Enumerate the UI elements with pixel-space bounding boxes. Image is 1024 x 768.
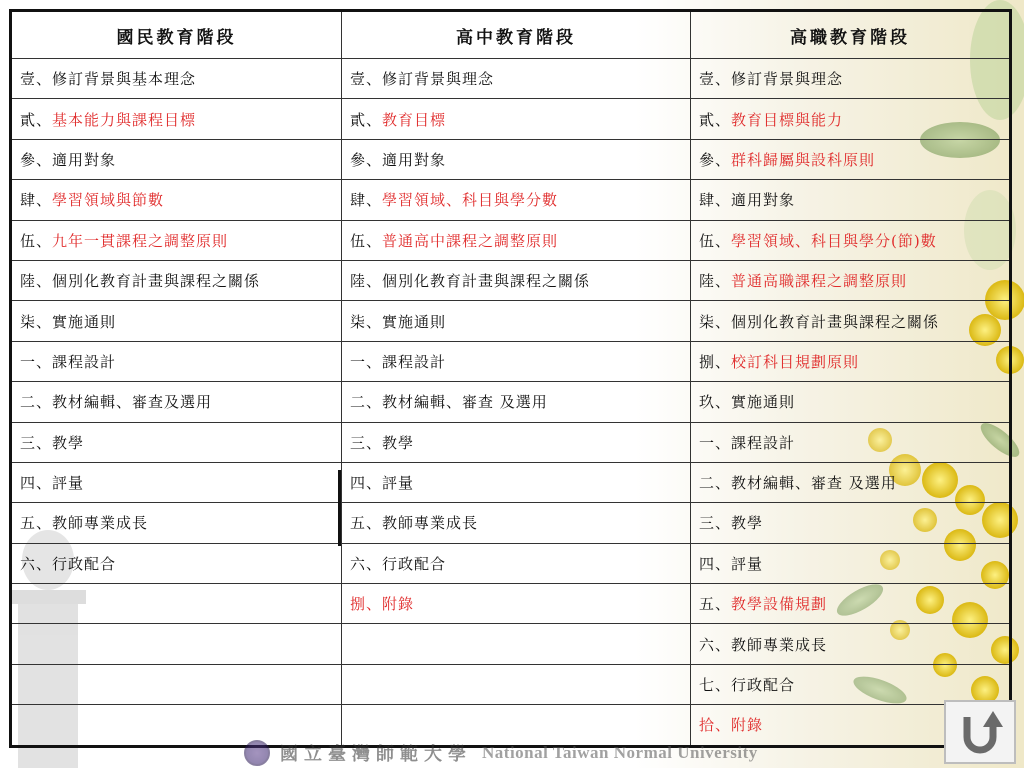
table-cell-vocational-high: [691, 584, 1011, 624]
university-seal-icon: [244, 740, 270, 766]
cell-prefix: 貳、: [350, 110, 383, 129]
table-row: [11, 180, 1011, 220]
cell-text: 基本能力與課程目標: [52, 110, 197, 129]
table-row: [11, 139, 1011, 179]
cell-text: 教育目標與能力: [731, 110, 844, 129]
table-cell-senior-high: [342, 301, 691, 341]
table-cell-vocational-high: [691, 99, 1011, 139]
cell-text: 學習領域、科目與學分數: [382, 191, 559, 210]
table-cell-vocational-high: [691, 422, 1011, 462]
table-cell-elementary: [11, 220, 342, 260]
cell-text: 普通高職課程之調整原則: [731, 272, 908, 291]
cell-prefix: 捌、: [699, 352, 732, 371]
cell-prefix: 伍、: [20, 231, 53, 250]
table-cell-vocational-high: [691, 382, 1011, 422]
table-cell-vocational-high: [691, 543, 1011, 583]
table-cell-elementary: [11, 301, 342, 341]
column-header-elementary: 國民教育階段: [11, 11, 342, 59]
cell-text: 群科歸屬與設科原則: [731, 150, 876, 169]
cell-text: 九年一貫課程之調整原則: [52, 231, 229, 250]
table-cell-senior-high: [342, 180, 691, 220]
return-arrow-icon: [955, 707, 1005, 757]
table-cell-elementary: [11, 462, 342, 502]
cell-text: 參、適用對象: [20, 150, 117, 169]
table-row: [11, 99, 1011, 139]
cell-prefix: 肆、: [20, 191, 53, 210]
cell-prefix: 貳、: [699, 110, 732, 129]
table-cell-senior-high: [342, 260, 691, 300]
cell-text: 柒、個別化教育計畫與課程之關係: [699, 312, 940, 331]
table-cell-senior-high: [342, 139, 691, 179]
cell-text: 參、適用對象: [350, 150, 447, 169]
table-cell-vocational-high: [691, 462, 1011, 502]
cell-text: 四、評量: [699, 554, 764, 573]
cell-text: 一、課程設計: [20, 352, 117, 371]
table-cell-vocational-high: [691, 220, 1011, 260]
cell-text: 一、課程設計: [350, 352, 447, 371]
footer-university-name-en: National Taiwan Normal University: [482, 743, 758, 762]
cell-text: 四、評量: [350, 474, 415, 493]
table-row: [11, 422, 1011, 462]
column-header-vocational-high: 高職教育階段: [691, 11, 1011, 59]
cell-text: 教育目標: [382, 110, 447, 129]
cell-text: 二、教材編輯、審查及選用: [20, 393, 213, 412]
table-cell-elementary: [11, 503, 342, 543]
cell-prefix: 陸、: [699, 272, 732, 291]
table-row: [11, 503, 1011, 543]
cell-text: 學習領域與節數: [52, 191, 165, 210]
column-header-senior-high: 高中教育階段: [342, 11, 691, 59]
cell-text: 五、教師專業成長: [20, 514, 149, 533]
cell-text: 一、課程設計: [699, 433, 796, 452]
table-cell-elementary: [11, 664, 342, 704]
cell-text: 玖、實施通則: [699, 393, 796, 412]
table-header-row: [11, 11, 1011, 59]
curriculum-comparison-table: [9, 9, 1012, 748]
table-cell-senior-high: [342, 543, 691, 583]
table-cell-elementary: [11, 422, 342, 462]
table-cell-senior-high: [342, 382, 691, 422]
table-row: [11, 624, 1011, 664]
return-button[interactable]: [944, 700, 1016, 764]
cell-prefix: 伍、: [699, 231, 732, 250]
cell-text: 六、行政配合: [20, 554, 117, 573]
cell-text: 三、教學: [350, 433, 415, 452]
cell-text: 教學設備規劃: [731, 595, 828, 614]
table-cell-elementary: [11, 584, 342, 624]
table-cell-elementary: [11, 99, 342, 139]
table-cell-senior-high: [342, 624, 691, 664]
table-row: [11, 341, 1011, 381]
table-cell-elementary: [11, 624, 342, 664]
cell-text: 學習領域、科目與學分(節)數: [731, 231, 937, 250]
table-row: [11, 543, 1011, 583]
table-cell-senior-high: [342, 462, 691, 502]
table-row: [11, 260, 1011, 300]
table-body: [11, 59, 1011, 747]
table-row: [11, 301, 1011, 341]
cell-prefix: 五、: [699, 595, 732, 614]
cell-prefix: 伍、: [350, 231, 383, 250]
university-footer: [244, 738, 758, 768]
cell-text: 柒、實施通則: [20, 312, 117, 331]
cell-text: 五、教師專業成長: [350, 514, 479, 533]
table-row: [11, 462, 1011, 502]
cell-text: 校訂科目規劃原則: [731, 352, 860, 371]
table-cell-vocational-high: [691, 260, 1011, 300]
cell-prefix: 肆、: [350, 191, 383, 210]
cell-text: 普通高中課程之調整原則: [382, 231, 559, 250]
cell-text: 陸、個別化教育計畫與課程之關係: [350, 272, 591, 291]
table-cell-vocational-high: [691, 503, 1011, 543]
cell-text: 三、教學: [699, 514, 764, 533]
cell-text: 肆、適用對象: [699, 191, 796, 210]
cell-text: 壹、修訂背景與理念: [699, 70, 844, 89]
table-cell-senior-high: [342, 220, 691, 260]
table-cell-elementary: [11, 341, 342, 381]
table-cell-elementary: [11, 382, 342, 422]
table-cell-elementary: [11, 260, 342, 300]
table-row: [11, 664, 1011, 704]
table-cell-vocational-high: [691, 139, 1011, 179]
table-row: [11, 382, 1011, 422]
table-cell-senior-high: [342, 59, 691, 99]
table-cell-senior-high: [342, 99, 691, 139]
table-cell-vocational-high: [691, 341, 1011, 381]
table-cell-elementary: [11, 543, 342, 583]
cell-text: 陸、個別化教育計畫與課程之關係: [20, 272, 261, 291]
table-cell-elementary: [11, 180, 342, 220]
table-cell-senior-high: [342, 584, 691, 624]
cell-prefix: 貳、: [20, 110, 53, 129]
cell-text: 壹、修訂背景與理念: [350, 70, 495, 89]
cell-text: 六、教師專業成長: [699, 635, 828, 654]
table-row: [11, 584, 1011, 624]
cell-text: 壹、修訂背景與基本理念: [20, 70, 197, 89]
table-cell-senior-high: [342, 341, 691, 381]
table-cell-elementary: [11, 139, 342, 179]
cell-text: 二、教材編輯、審查 及選用: [350, 393, 548, 412]
table-cell-vocational-high: [691, 301, 1011, 341]
cell-prefix: 參、: [699, 150, 732, 169]
curriculum-comparison-table-wrapper: [9, 9, 1009, 748]
cell-text: 捌、附錄: [350, 595, 415, 614]
cell-text: 柒、實施通則: [350, 312, 447, 331]
column-divider-accent: [338, 470, 341, 546]
table-cell-vocational-high: [691, 59, 1011, 99]
cell-text: 四、評量: [20, 474, 85, 493]
cell-text: 七、行政配合: [699, 676, 796, 695]
cell-text: 二、教材編輯、審查 及選用: [699, 474, 897, 493]
footer-university-name-zh: 國立臺灣師範大學: [280, 744, 472, 765]
table-cell-senior-high: [342, 503, 691, 543]
table-cell-vocational-high: [691, 180, 1011, 220]
table-cell-senior-high: [342, 664, 691, 704]
table-cell-elementary: [11, 59, 342, 99]
table-row: [11, 220, 1011, 260]
table-cell-vocational-high: [691, 664, 1011, 704]
table-cell-senior-high: [342, 422, 691, 462]
table-row: [11, 59, 1011, 99]
cell-text: 六、行政配合: [350, 554, 447, 573]
table-cell-vocational-high: [691, 624, 1011, 664]
cell-text: 三、教學: [20, 433, 85, 452]
cell-text: 拾、附錄: [699, 716, 764, 735]
